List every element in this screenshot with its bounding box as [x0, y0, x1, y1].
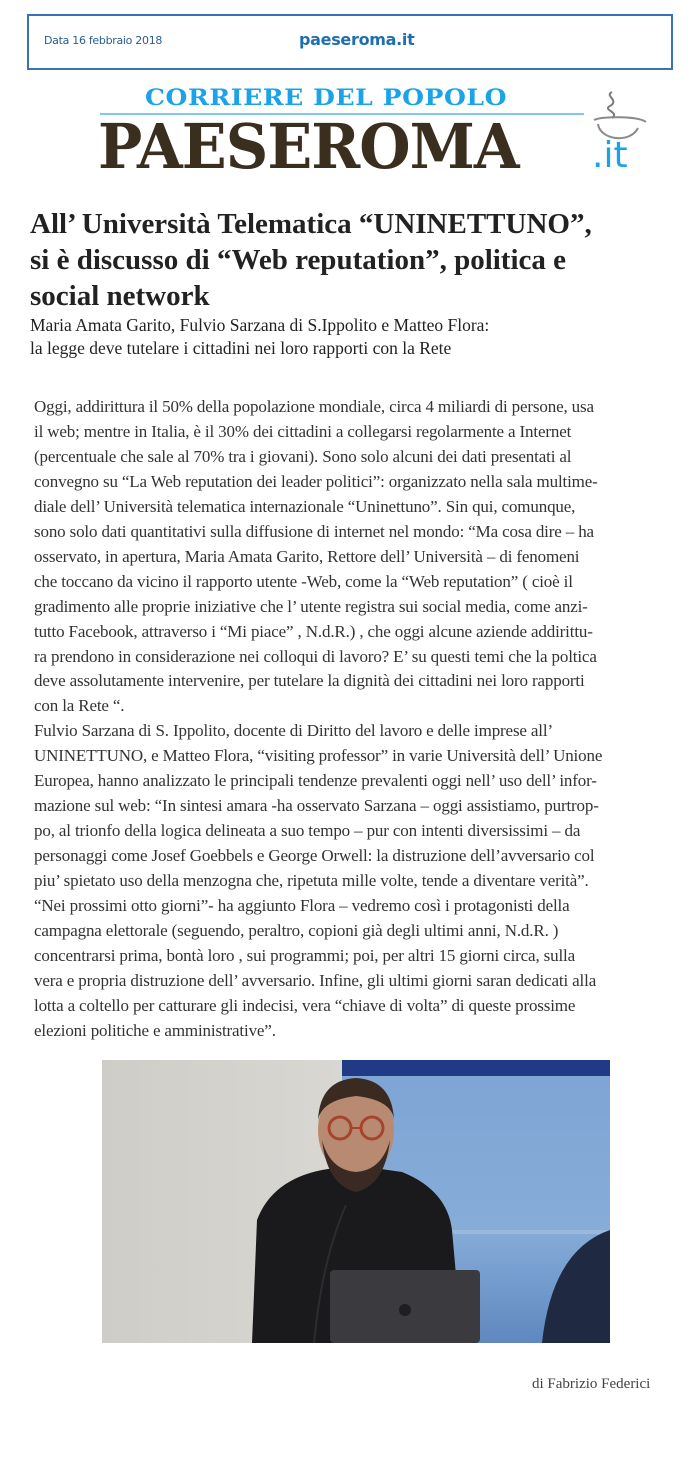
body-line: (percentuale che sale al 70% tra i giovani). Sono solo alcuni dei dati presentati al	[34, 446, 572, 466]
headline-line: si è discusso di “Web reputation”, politica e	[30, 244, 567, 276]
newspaper-logo	[96, 84, 660, 184]
body-line: osservato, in apertura, Maria Amata Garito, Rettore dell’ Università – di fenomeni	[34, 546, 580, 566]
body-line: mazione sul web: “In sintesi amara -ha osservato Sarzana – oggi assistiamo, purtrop-	[34, 796, 599, 816]
body-line: diale dell’ Università telematica internazionale “Uninettuno”. Sin qui, comunque,	[34, 496, 576, 516]
body-line: elezioni politiche e amministrative”.	[34, 1020, 276, 1040]
body-line: piu’ spietato uso della menzogna che, ripetuta mille volte, tende a diventare verità”.	[34, 871, 589, 891]
logo-subtitle: CORRIERE DEL POPOLO	[145, 85, 508, 111]
article-subtitle	[30, 314, 670, 360]
body-line: Europea, hanno analizzato le principali tendenze prevalenti oggi nell’ uso dell’ infor-	[34, 771, 597, 791]
body-line: gradimento alle proprie iniziative che l’ utente registra sui social media, come anzi-	[34, 596, 588, 616]
body-line: personaggi come Josef Goebbels e George Orwell: la distruzione dell’avversario col	[34, 846, 595, 866]
body-line: con la Rete “.	[34, 696, 125, 716]
logo-title: PAESEROMA	[98, 110, 519, 183]
article-photo	[102, 1060, 610, 1343]
article-headline	[30, 206, 670, 314]
body-line: Fulvio Sarzana di S. Ippolito, docente di Diritto del lavoro e delle imprese all’	[34, 721, 553, 741]
body-line: il web; mentre in Italia, è il 30% dei cittadini a collegarsi regolarmente a Internet	[34, 421, 572, 441]
body-line: vera e propria distruzione dell’ avversario. Infine, gli ultimi giorni saran dedicati alla	[34, 970, 597, 990]
body-line: che toccano da vicino il rapporto utente -Web, come la “Web reputation” ( cioè il	[34, 571, 573, 591]
body-line: convegno su “La Web reputation dei leader politici”: organizzato nella sala multime-	[34, 471, 598, 491]
site-name: paeseroma.it	[299, 30, 415, 49]
article-body	[34, 395, 694, 1044]
speaker-photo-illustration	[102, 1060, 610, 1343]
body-line: lotta a coltello per catturare gli indecisi, vera “chiave di volta” di queste prossime	[34, 995, 576, 1015]
subtitle-line: Maria Amata Garito, Fulvio Sarzana di S.Ippolito e Matteo Flora:	[30, 315, 490, 335]
body-line: tutto Facebook, attraverso i “Mi piace” , N.d.R.) , che oggi alcune aziende addirittu-	[34, 621, 593, 641]
body-line: sono solo dati quantitativi sulla diffusione di internet nel mondo: “Ma cosa dire – ha	[34, 521, 594, 541]
body-line: concentrarsi prima, bontà loro , sui programmi; poi, per altri 15 giorni circa, sulla	[34, 945, 576, 965]
body-line: campagna elettorale (seguendo, peraltro, copioni già degli ultimi anni, N.d.R. )	[34, 921, 559, 941]
body-line: ra prendono in considerazione nei colloqui di lavoro? E’ su questi temi che la poltica	[34, 646, 597, 666]
subtitle-line: la legge deve tutelare i cittadini nei loro rapporti con la Rete	[30, 338, 452, 358]
publication-date: Data 16 febbraio 2018	[44, 34, 163, 47]
body-line: “Nei prossimi otto giorni”- ha aggiunto Flora – vedremo così i protagonisti della	[34, 896, 570, 916]
body-line: deve assolutamente intervenire, per tutelare la dignità dei cittadini nei loro rapporti	[34, 671, 585, 691]
body-line: po, al trionfo della logica delineata a suo tempo – pur con intenti diversissimi – da	[34, 821, 581, 841]
header-box	[27, 14, 673, 70]
article-byline: di Fabrizio Federici	[532, 1376, 651, 1392]
headline-line: All’ Università Telematica “UNINETTUNO”,	[30, 208, 592, 240]
body-line: Oggi, addirittura il 50% della popolazione mondiale, circa 4 miliardi di persone, usa	[34, 397, 594, 416]
headline-line: social network	[30, 280, 210, 312]
body-line: UNINETTUNO, e Matteo Flora, “visiting professor” in varie Università dell’ Unione	[34, 746, 603, 766]
logo-suffix: .it	[592, 135, 628, 176]
